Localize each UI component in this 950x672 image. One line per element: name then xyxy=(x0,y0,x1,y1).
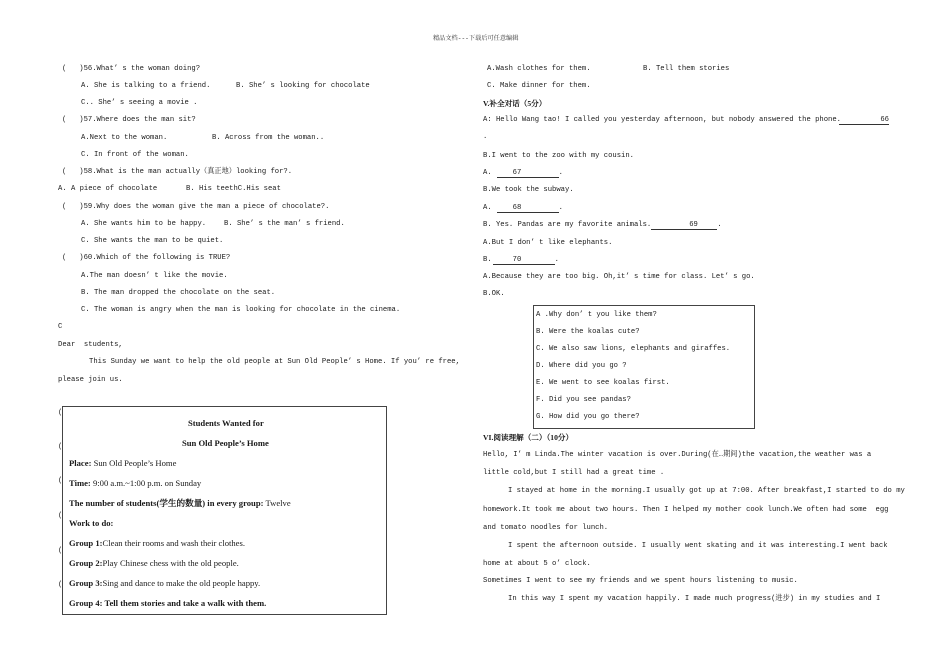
reading-line-5: and tomato noodles for lunch. xyxy=(483,524,609,532)
dot: . xyxy=(558,169,563,177)
answer-paren: ( xyxy=(58,581,63,589)
answer-paren: ( xyxy=(58,477,63,485)
reading-line-6: I spent the afternoon outside. I usually went skating and it was interesting.I went back xyxy=(508,542,888,550)
dialogue-option-g: G. How did you go there? xyxy=(536,413,640,421)
reading-line-9: In this way I spent my vacation happily. I made much progress(进步) in my studies and I xyxy=(508,595,881,603)
dialogue-option-a: A .Why don’ t you like them? xyxy=(536,311,657,319)
question-58: ( )58.What is the man actually（真正地）looking for?. xyxy=(62,168,293,176)
dialogue-options-box xyxy=(533,305,755,429)
dialogue-option-c: C. We also saw lions, elephants and giraffes. xyxy=(536,345,731,353)
notice-group-2 xyxy=(69,559,239,568)
option-56b: B. She’ s looking for chocolate xyxy=(236,82,370,90)
dialogue-line-3: B.We took the subway. xyxy=(483,186,574,194)
section-6-title: VI.阅读理解（二）（10分） xyxy=(483,433,574,442)
speaker-a-label: A. xyxy=(483,204,492,212)
blank-67: 67 xyxy=(497,170,559,178)
option-57c: C. In front of the woman. xyxy=(81,151,189,159)
dot: . xyxy=(717,221,722,229)
dialogue-option-b: B. Were the koalas cute? xyxy=(536,328,640,336)
dialogue-dot: . xyxy=(483,133,488,141)
blank-68: 68 xyxy=(497,205,559,213)
option-60a: A.The man doesn’ t like the movie. xyxy=(81,272,228,280)
option-58a: A. A piece of chocolate xyxy=(58,185,158,193)
group-2-value: Play Chinese chess with the old people. xyxy=(102,558,239,568)
volunteer-notice xyxy=(62,406,387,615)
group-4-label: Group 4: xyxy=(69,598,103,608)
blank-66-number: 66 xyxy=(839,117,889,125)
option-60b: B. The man dropped the chocolate on the seat. xyxy=(81,289,276,297)
notice-place xyxy=(69,459,176,468)
question-56: ( )56.What’ s the woman doing? xyxy=(62,65,201,73)
notice-subtitle: Sun Old People’s Home xyxy=(182,438,269,448)
notice-group-1 xyxy=(69,539,245,548)
dot: . xyxy=(554,256,559,264)
option-60c: C. The woman is angry when the man is looking for chocolate in the cinema. xyxy=(81,306,401,314)
speaker-b-label: B. xyxy=(483,256,492,264)
option-57b: B. Across from the woman.. xyxy=(212,134,325,142)
dialogue-option-e: E. We went to see koalas first. xyxy=(536,379,670,387)
group-size-label: The number of students(学生的数量) in every group: xyxy=(69,498,264,508)
option-58bc: B. His teethC.His seat xyxy=(186,185,281,193)
option-top-a: A.Wash clothes for them. xyxy=(487,65,591,73)
blank-69: 69 xyxy=(651,222,717,230)
letter-greeting: Dear students, xyxy=(58,341,123,349)
place-value: Sun Old People’s Home xyxy=(91,458,177,468)
answer-paren: ( xyxy=(58,443,63,451)
time-value: 9:00 a.m.~1:00 p.m. on Sunday xyxy=(90,478,202,488)
question-60: ( )60.Which of the following is TRUE? xyxy=(62,254,231,262)
question-57: ( )57.Where does the man sit? xyxy=(62,116,196,124)
notice-time xyxy=(69,479,201,488)
reading-line-1: Hello, I’ m Linda.The winter vacation is over.During(在…期间)the vacation,the weather was a xyxy=(483,451,872,459)
reading-line-2: little cold,but I still had a great time . xyxy=(483,469,665,477)
option-56a: A. She is talking to a friend. xyxy=(81,82,211,90)
group-2-label: Group 2: xyxy=(69,558,103,568)
reading-line-4: homework.It took me about two hours. Then I helped my mother cook lunch.We often had some egg xyxy=(483,506,889,514)
section-5-title: V.补全对话（5分） xyxy=(483,99,547,108)
notice-group-size xyxy=(69,499,291,508)
notice-work-label: Work to do: xyxy=(69,518,114,528)
group-3-label: Group 3: xyxy=(69,578,103,588)
dialogue-a-67 xyxy=(483,170,563,178)
dialogue-line-6: A.Because they are too big. Oh,it’ s time for class. Let’ s go. xyxy=(483,273,755,281)
dialogue-a-68 xyxy=(483,205,563,213)
option-57a: A.Next to the woman. xyxy=(81,134,168,142)
dialogue-line-2: B.I went to the zoo with my cousin. xyxy=(483,152,634,160)
option-59c: C. She wants the man to be quiet. xyxy=(81,237,224,245)
option-59a: A. She wants him to be happy. xyxy=(81,220,207,228)
group-3-value: Sing and dance to make the old people happy. xyxy=(102,578,261,588)
group-4-value: Tell them stories and take a walk with them. xyxy=(102,598,267,608)
group-1-value: Clean their rooms and wash their clothes. xyxy=(102,538,245,548)
dialogue-line-4 xyxy=(483,222,722,230)
option-top-b: B. Tell them stories xyxy=(643,65,730,73)
blank-66 xyxy=(839,117,891,125)
speaker-a-label: A. xyxy=(483,169,492,177)
section-c-label: C xyxy=(58,323,63,331)
notice-group-3 xyxy=(69,579,260,588)
question-59: ( )59.Why does the woman give the man a piece of chocolate?. xyxy=(62,203,330,211)
group-size-value: Twelve xyxy=(263,498,291,508)
answer-paren: ( xyxy=(58,512,63,520)
dialogue-b-70 xyxy=(483,257,559,265)
letter-paragraph-line2: please join us. xyxy=(58,376,123,384)
dialogue-text: B. Yes. Pandas are my favorite animals. xyxy=(483,221,652,229)
place-label: Place: xyxy=(69,458,92,468)
dialogue-option-d: D. Where did you go ? xyxy=(536,362,627,370)
option-56c: C.. She’ s seeing a movie . xyxy=(81,99,198,107)
reading-line-8: Sometimes I went to see my friends and we spent hours listening to music. xyxy=(483,577,798,585)
option-top-c: C. Make dinner for them. xyxy=(487,82,591,90)
reading-line-3: I stayed at home in the morning.I usually got up at 7:00. After breakfast,I started to do my xyxy=(508,487,905,495)
dialogue-line-1: A: Hello Wang tao! I called you yesterday afternoon, but nobody answered the phone. xyxy=(483,116,841,124)
dialogue-option-f: F. Did you see pandas? xyxy=(536,396,631,404)
page-header: 精品文档---下载后可任意编辑 xyxy=(433,35,519,42)
notice-title: Students Wanted for xyxy=(188,418,264,428)
notice-group-4 xyxy=(69,599,266,608)
answer-paren: ( xyxy=(58,547,63,555)
option-59b: B. She’ s the man’ s friend. xyxy=(224,220,345,228)
blank-70: 70 xyxy=(493,257,555,265)
answer-paren: ( xyxy=(58,409,63,417)
time-label: Time: xyxy=(69,478,91,488)
reading-line-7: home at about 5 o’ clock. xyxy=(483,560,591,568)
group-1-label: Group 1: xyxy=(69,538,103,548)
letter-paragraph-line1: This Sunday we want to help the old people at Sun Old People’ s Home. If you’ re free, xyxy=(89,358,460,366)
dialogue-line-5: A.But I don’ t like elephants. xyxy=(483,239,613,247)
dot: . xyxy=(558,204,563,212)
dialogue-line-7: B.OK. xyxy=(483,290,505,298)
